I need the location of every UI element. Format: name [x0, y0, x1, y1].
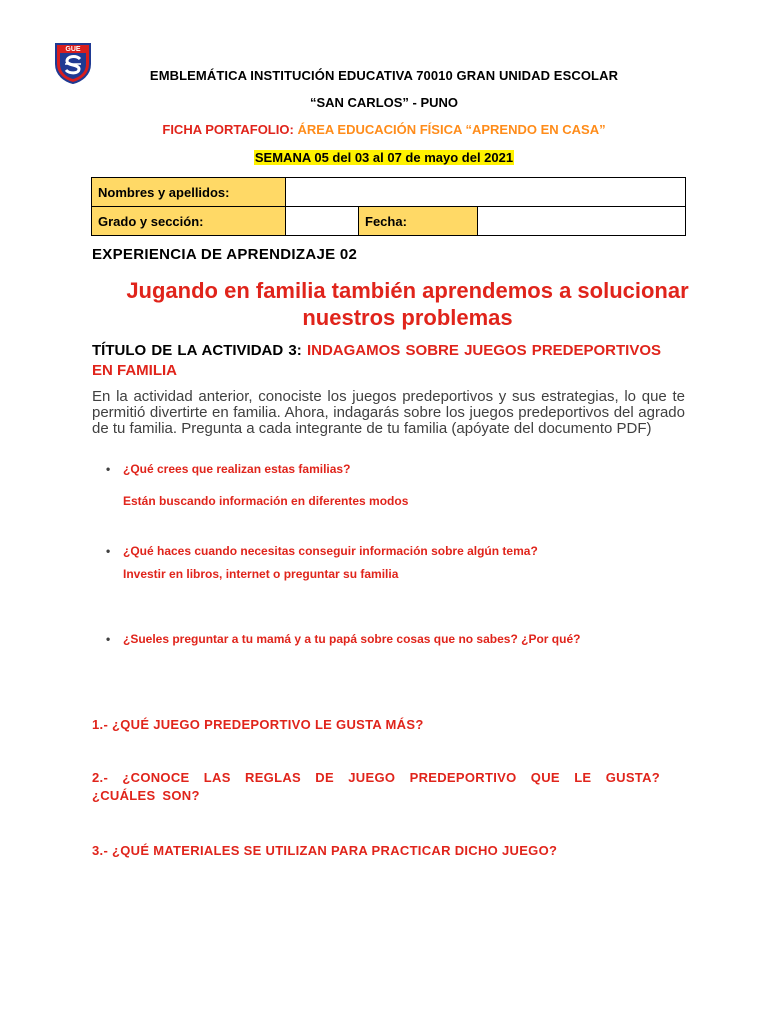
names-row — [92, 178, 686, 207]
logo-letters: GUE — [65, 46, 81, 53]
school-name-line: EMBLEMÁTICA INSTITUCIÓN EDUCATIVA 70010 GRAN UNIDAD ESCOLAR — [149, 68, 619, 83]
numbered-question-1: 1.- ¿QUÉ JUEGO PREDEPORTIVO LE GUSTA MÁS? — [92, 717, 424, 732]
bullet-icon: • — [106, 462, 111, 476]
numbered-question-2: 2.- ¿CONOCE LAS REGLAS DE JUEGO PREDEPORTIVO QUE LE GUSTA? ¿CUÁLES SON? — [92, 770, 660, 803]
ficha-area: ÁREA EDUCACIÓN FÍSICA “APRENDO EN CASA” — [297, 122, 606, 137]
week-line — [0, 150, 768, 165]
activity-name: INDAGAMOS SOBRE JUEGOS PREDEPORTIVOS EN FAMILIA — [92, 342, 662, 379]
bullet-icon: • — [106, 544, 111, 558]
activity-title — [92, 341, 661, 381]
grade-label: Grado y sección: — [92, 207, 286, 236]
date-label: Fecha: — [359, 207, 478, 236]
question-text: ¿Qué crees que realizan estas familias? — [123, 462, 351, 476]
answer-text: Están buscando información en diferentes modos — [123, 494, 409, 508]
main-title: Jugando en familia también aprendemos a solucionar nuestros problemas — [126, 278, 689, 330]
grade-field[interactable] — [286, 207, 359, 236]
intro-paragraph: En la actividad anterior, conociste los juegos predeportivos y sus estrategias, lo que te permitió divertirte en familia. Ahora, indagarás sobre los juegos predeportivos del agrado de tu familia. Pregunta a cada integrante de tu familia (apóyate del documento PDF) — [92, 388, 685, 437]
date-field[interactable] — [478, 207, 686, 236]
names-field[interactable] — [286, 178, 686, 207]
grade-date-row — [92, 207, 686, 236]
student-info-table — [91, 177, 686, 236]
ficha-label: FICHA PORTAFOLIO: — [162, 122, 294, 137]
bullet-icon: • — [106, 632, 111, 646]
names-label: Nombres y apellidos: — [92, 178, 286, 207]
numbered-question-3: 3.- ¿QUÉ MATERIALES SE UTILIZAN PARA PRACTICAR DICHO JUEGO? — [92, 843, 558, 858]
question-text: ¿Sueles preguntar a tu mamá y a tu papá sobre cosas que no sabes? ¿Por qué? — [123, 632, 581, 646]
activity-prefix: TÍTULO DE LA ACTIVIDAD 3: — [92, 342, 302, 359]
experience-heading: EXPERIENCIA DE APRENDIZAJE 02 — [92, 246, 358, 263]
school-subname-line: “SAN CARLOS” - PUNO — [309, 95, 459, 110]
question-text: ¿Qué haces cuando necesitas conseguir información sobre algún tema? — [123, 544, 538, 558]
answer-text: Investir en libros, internet o preguntar su familia — [123, 567, 399, 581]
ficha-line — [0, 122, 768, 137]
week-highlight: SEMANA 05 del 03 al 07 de mayo del 2021 — [254, 150, 514, 165]
